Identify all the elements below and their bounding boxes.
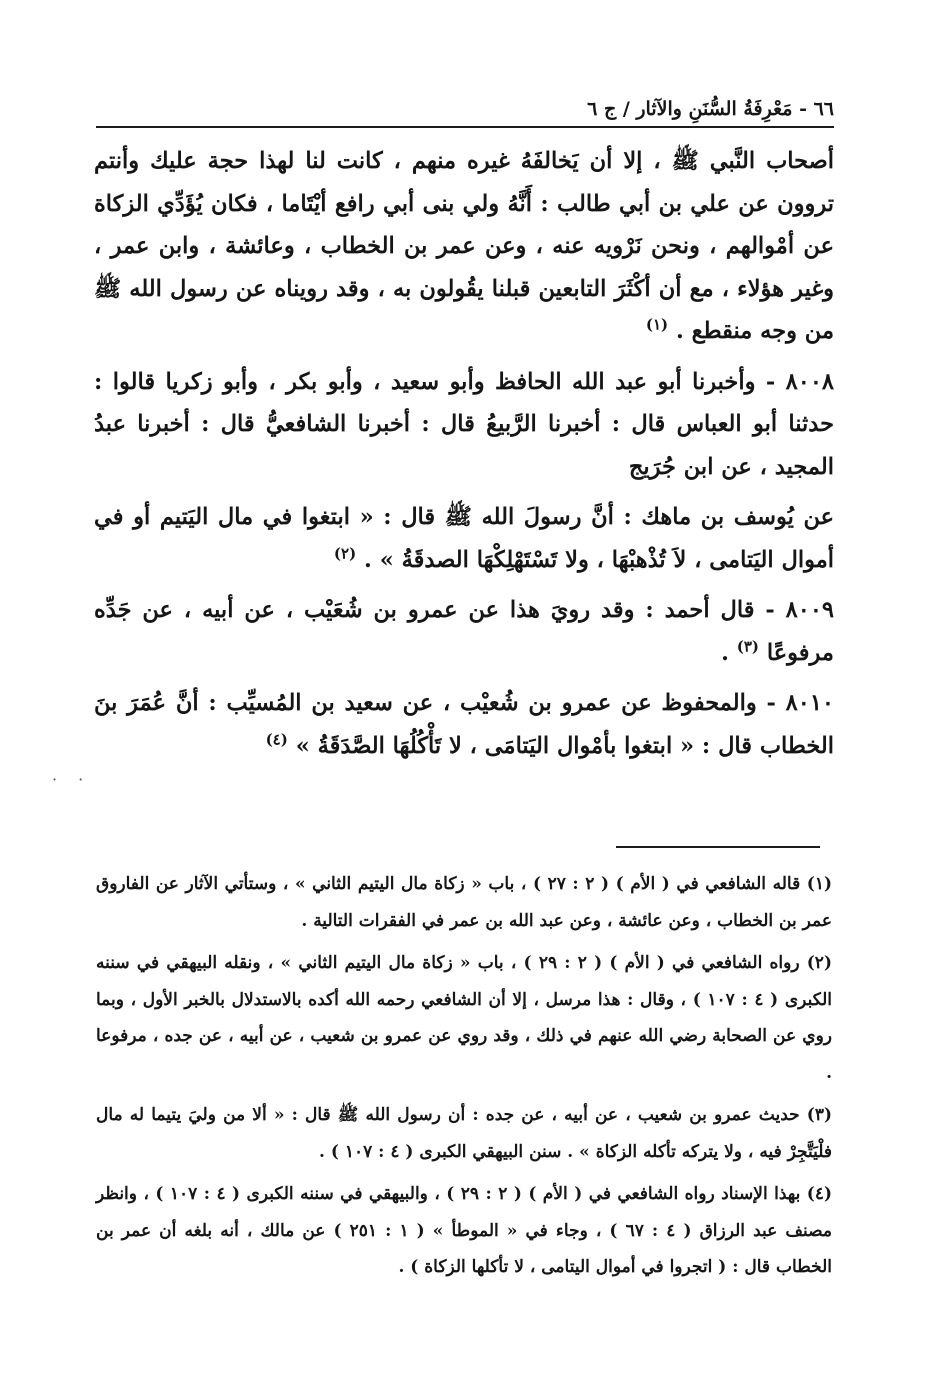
footnote-3: (٣) حديث عمرو بن شعيب ، عن أبيه ، عن جده : أن رسول الله ﷺ قال : « ألا من وليَ يتيما له مال فلْيَتَّجِرْ فيه ، ولا يتركه تأكله الزكاة » . سنن البيهقي الكبرى ( ٤ : ١٠٧ ) . bbox=[96, 1105, 832, 1162]
paragraph-8008-matn bbox=[94, 496, 834, 581]
paragraph-tail: . bbox=[721, 639, 737, 666]
footnote-separator bbox=[616, 846, 820, 848]
footnote-ref-2: (٢) bbox=[333, 544, 357, 562]
paragraph-text: ٨٠٠٩ - قال أحمد : وقد رويَ هذا عن عمرو بن شُعَيْب ، عن أبيه ، عن جَدِّه مرفوعًا bbox=[94, 597, 834, 666]
footnote-2: (٢) رواه الشافعي في ( الأم ) ( ٢ : ٢٩ ) ، باب « زكاة مال اليتيم الثاني » ، ونقله البيهقي في سننه الكبرى ( ٤ : ١٠٧ ) ، وقال : هذا مرسل ، إلا أن الشافعي رحمه الله أكده بالاستدلال بالخبر الأول ، وبما روي عن الصحابة رضي الله عنهم في ذلك ، وقد روي عن عمرو بن شعيب ، عن أبيه ، عن جده ، مرفوعا . bbox=[96, 953, 832, 1083]
paragraph-text: عن يُوسف بن ماهك : أنَّ رسولَ الله ﷺ قال : « ابتغوا في مال اليَتيم أو في أموال اليَتامى ، لاَ تُذْهبْهَا ، ولا تَسْتَهْلِكْهَا الصدقَةُ » . bbox=[94, 504, 834, 573]
footnotes bbox=[96, 866, 832, 1286]
footnote-ref-4: (٤) bbox=[265, 730, 288, 748]
paragraph-text: ٨٠١٠ - والمحفوظ عن عمرو بن شُعيْب ، عن سعيد بن المُسيِّب : أنَّ عُمَرَ بنَ الخطاب قال : « ابتغوا بأمْوال اليَتامَى ، لا تَأْكُلُهَا الصَّدَقَةُ » bbox=[94, 690, 834, 759]
main-text bbox=[94, 140, 834, 767]
footnote-1: (١) قاله الشافعي في ( الأم ) ( ٢ : ٢٧ ) ، باب « زكاة مال اليتيم الثاني » ، وستأتي الآثار عن الفاروق عمر بن الخطاب ، وعن عائشة ، وعن عبد الله بن عمر في الفقرات التالية . bbox=[96, 874, 832, 931]
footnote-4: (٤) بهذا الإسناد رواه الشافعي في ( الأم ) ( ٢ : ٢٩ ) ، والبيهقي في سننه الكبرى ( ٤ : ١٠٧ ) ، وانظر مصنف عبد الرزاق ( ٤ : ٦٧ ) ، وجاء في « الموطأ » ( ١ : ٢٥١ ) عن مالك ، أنه بلغه أن عمر بن الخطاب قال : ( اتجروا في أموال اليتامى ، لا تأكلها الزكاة ) . bbox=[96, 1184, 833, 1277]
paragraph-text: أصحاب النَّبي ﷺ ، إلا أن يَخالفَهُ غيره منهم ، كانت لنا لهذا حجة عليك وأنتم تروون عن علي بن أبي طالب : أَنَّهُ ولي بنى أبي رافع أيْتَاما ، فكان يُؤَدِّي الزكاة عن أمْوالهم ، ونحن نَرْويه عنه ، وعن عمر بن الخطاب ، وعائشة ، وابن عمر ، وغير هؤلاء ، مع أن أكْثَرَ التابعين قبلنا يقُولون به ، وقد رويناه عن رسول الله ﷺ من وجه منقطع . bbox=[94, 148, 834, 344]
footnote-ref-1: (١) bbox=[645, 315, 669, 334]
paragraph-text: ٨٠٠٨ - وأخبرنا أبو عبد الله الحافظ وأبو سعيد ، وأبو بكر ، وأبو زكريا قالوا : حدثنا أبو العباس قال : أخبرنا الرَّبيعُ قال : أخبرنا الشافعيُّ قال : أخبرنا عبدُ المجيد ، عن ابن جُرَيج bbox=[94, 368, 834, 480]
paragraph-8008 bbox=[94, 361, 834, 489]
margin-dots: · · bbox=[52, 770, 92, 789]
paragraph-8009 bbox=[94, 589, 834, 674]
running-header: ٦٦ - مَعْرِفَةُ السُّنَنِ والآثار / ج ٦ bbox=[587, 98, 834, 120]
header-rule bbox=[96, 126, 834, 128]
paragraph-8010 bbox=[94, 682, 834, 767]
paragraph-intro bbox=[94, 140, 834, 353]
footnote-ref-3: (٣) bbox=[736, 637, 760, 655]
